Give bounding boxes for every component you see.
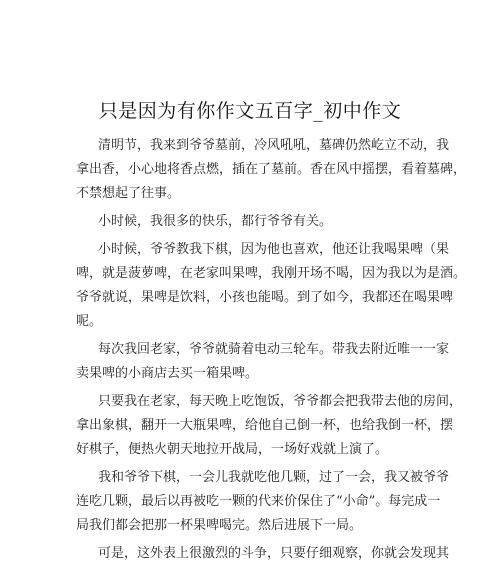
- paragraph-3: [76, 238, 467, 334]
- paragraph-6: [76, 466, 456, 538]
- paragraph-5: [76, 390, 463, 462]
- paragraph-2: [76, 210, 456, 234]
- text-line: 我和爷爷下棋，一会儿我就吃他几颗，过了一会，我又被爷爷: [98, 470, 450, 485]
- text-line: 拿出象棋，翻开一大瓶果啤，给他自己倒一杯，也给我倒一杯，摆: [76, 418, 454, 433]
- text-line: 每次我回老家，爷爷就骑着电动三轮车。带我去附近唯一一家: [98, 342, 450, 357]
- text-line: 清明节，我来到爷爷墓前，冷风吼吼，墓碑仍然屹立不动，我: [98, 138, 450, 153]
- text-line: 好棋子，便热火朝天地拉开战局，一场好戏就上演了。: [76, 442, 389, 457]
- text-line: 连吃几颗，最后以再被吃一颗的代来价保住了“小命”。每完成一: [76, 494, 441, 509]
- paragraph-7: [76, 542, 456, 566]
- paragraph-4: [76, 338, 456, 386]
- text-line: 可是，这外表上很激烈的斗争，只要仔细观察，你就会发现其: [98, 546, 450, 561]
- text-line: 只要我在老家，每天晚上吃饱饭，爷爷都会把我带去他的房间，: [98, 394, 463, 409]
- text-line: 小时候，爷爷教我下棋，因为他也喜欢，他还让我喝果啤（果: [98, 242, 450, 257]
- article-body: [76, 134, 467, 566]
- text-line: 爷爷就说，果啤是饮料，小孩也能喝。到了如今，我都还在喝果啤: [76, 290, 454, 305]
- article-title: 只是因为有你作文五百字_初中作文: [98, 100, 402, 122]
- text-line: 卖果啤的小商店去买一箱果啤。: [76, 366, 259, 381]
- text-line: 小时候，我很多的快乐，都行爷爷有关。: [98, 214, 333, 229]
- text-line: 啤，就是菠萝啤，在老家叫果啤，我刚开场不喝，因为我以为是酒。: [76, 266, 467, 281]
- text-line: 呢。: [76, 314, 103, 329]
- text-line: 局我们都会把那一杯果啤喝完。然后进展下一局。: [76, 518, 363, 533]
- paragraph-1: [76, 134, 467, 206]
- text-line: 拿出香，小心地将香点燃，插在了墓前。香在风中摇摆，看着墓碑，: [76, 162, 467, 177]
- text-line: 不禁想起了往事。: [76, 186, 181, 201]
